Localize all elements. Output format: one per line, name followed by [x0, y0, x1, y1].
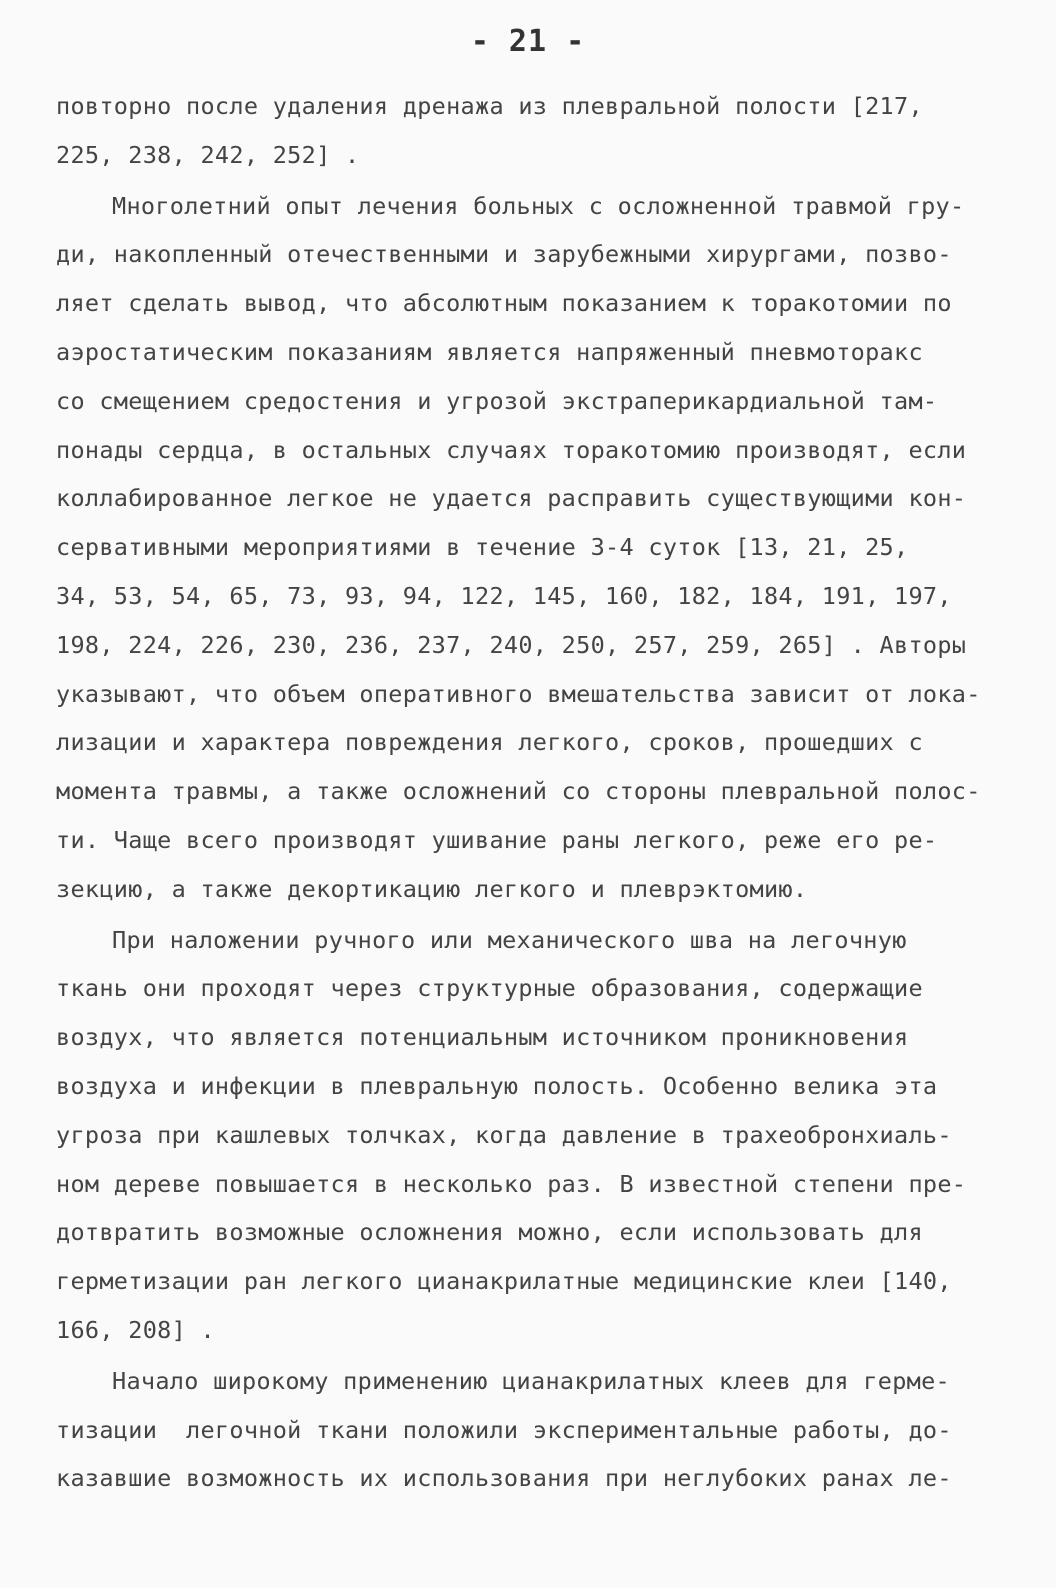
- text-line: 34, 53, 54, 65, 73, 93, 94, 122, 145, 160, 182, 184, 191, 197,: [56, 581, 952, 610]
- text-line: угроза при кашлевых толчках, когда давление в трахеобронхиаль-: [56, 1120, 952, 1149]
- text-line: со смещением средостения и угрозой экстраперикардиальной там-: [56, 386, 938, 415]
- text-line: ткань они проходят через структурные образования, содержащие: [56, 974, 923, 1003]
- text-line: дотвратить возможные осложнения можно, если использовать для: [56, 1218, 923, 1247]
- text-line: воздуха и инфекции в плевральную полость. Особенно велика эта: [56, 1071, 938, 1100]
- text-line: зекцию, а также декортикацию легкого и плеврэктомию.: [56, 874, 808, 903]
- text-line: ти. Чаще всего производят ушивание раны легкого, реже его ре-: [56, 825, 938, 854]
- text-line: ном дереве повышается в несколько раз. В известной степени пре-: [56, 1169, 967, 1198]
- text-line: лизации и характера повреждения легкого, сроков, прошедших с: [56, 728, 923, 757]
- page-number: - 21 -: [470, 24, 586, 59]
- text-line: момента травмы, а также осложнений со стороны плевральной полос-: [56, 777, 981, 806]
- text-line: тизации легочной ткани положили экспериментальные работы, до-: [56, 1415, 952, 1444]
- text-line: казавшие возможность их использования при неглубоких ранах ле-: [56, 1464, 952, 1493]
- text-line: указывают, что объем оперативного вмешательства зависит от лока-: [56, 679, 981, 708]
- text-line: При наложении ручного или механического шва на легочную: [112, 925, 907, 954]
- text-line: 225, 238, 242, 252] .: [56, 140, 360, 169]
- text-line: ляет сделать вывод, что абсолютным показанием к торакотомии по: [56, 289, 952, 318]
- text-line: сервативными мероприятиями в течение 3-4 суток [13, 21, 25,: [56, 533, 909, 562]
- body-text: [56, 82, 996, 1503]
- text-line: Многолетний опыт лечения больных с осложненной травмой гру-: [112, 191, 965, 220]
- text-line: понады сердца, в остальных случаях торакотомию производят, если: [56, 435, 967, 464]
- text-line: 166, 208] .: [56, 1315, 215, 1344]
- text-line: ди, накопленный отечественными и зарубежными хирургами, позво-: [56, 240, 952, 269]
- text-line: 198, 224, 226, 230, 236, 237, 240, 250, 257, 259, 265] . Авторы: [56, 630, 967, 659]
- text-line: коллабированное легкое не удается расправить существующими кон-: [56, 484, 967, 513]
- text-line: повторно после удаления дренажа из плевральной полости [217,: [56, 92, 923, 120]
- text-line: воздух, что является потенциальным источником проникновения: [56, 1023, 909, 1052]
- text-line: Начало широкому применению цианакрилатных клеев для герме-: [112, 1366, 950, 1395]
- text-line: герметизации ран легкого цианакрилатные медицинские клеи [140,: [56, 1267, 952, 1296]
- text-line: аэростатическим показаниям является напряженный пневмоторакс: [56, 337, 923, 366]
